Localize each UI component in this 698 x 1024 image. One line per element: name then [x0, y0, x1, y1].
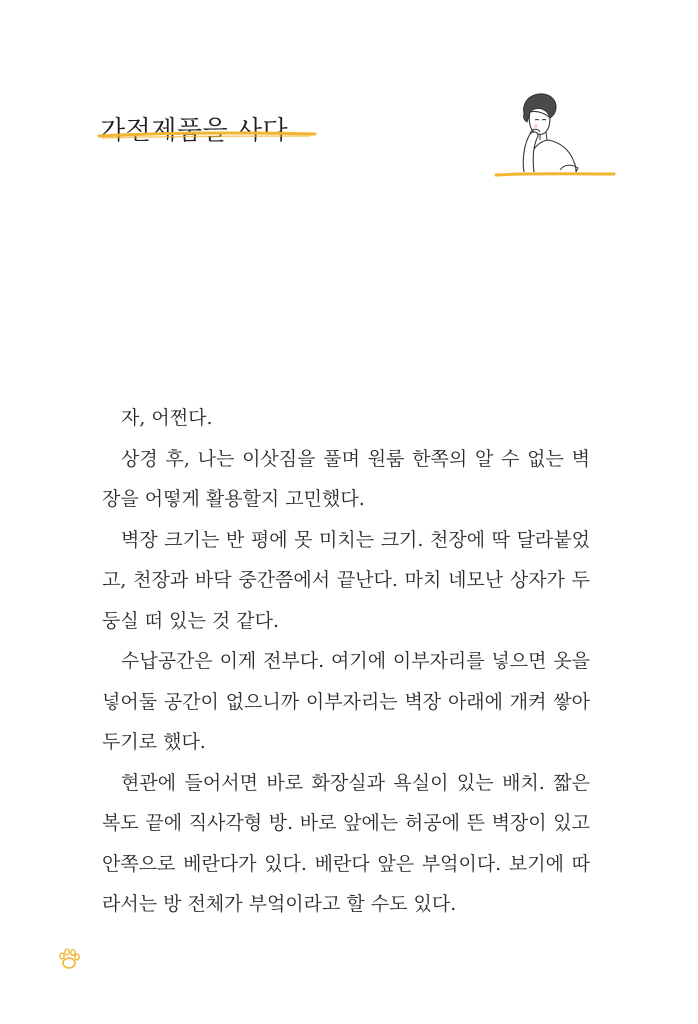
- body-text: [102, 398, 590, 925]
- title-underline: [96, 128, 318, 142]
- woman-resting-chin-illustration: [494, 84, 618, 184]
- chapter-title: 가전제품을 사다: [100, 116, 289, 147]
- paragraph: 자, 어쩐다.: [121, 407, 213, 429]
- paragraph: 벽장 크기는 반 평에 못 미치는 크기. 천장에 딱 달라붙었고, 천장과 바닥 중간쯤에서 끝난다. 마치 네모난 상자가 두둥실 떠 있는 것 같다.: [102, 528, 590, 632]
- paragraph: 수납공간은 이게 전부다. 여기에 이부자리를 넣으면 옷을 넣어둘 공간이 없으니까 이부자리는 벽장 아래에 개켜 쌓아 두기로 했다.: [102, 650, 590, 753]
- paragraph: 현관에 들어서면 바로 화장실과 욕실이 있는 배치. 짧은 복도 끝에 직사각형 방. 바로 앞에는 허공에 뜬 벽장이 있고 안쪽으로 베란다가 있다. 베란다 앞은 부엌이다. 보기에 따라서는 방 전체가 부엌이라고 할 수도 있다.: [102, 771, 590, 915]
- paw-print-icon: [56, 946, 82, 972]
- paragraph: 상경 후, 나는 이삿짐을 풀며 원룸 한쪽의 알 수 없는 벽장을 어떻게 활용할지 고민했다.: [102, 447, 590, 510]
